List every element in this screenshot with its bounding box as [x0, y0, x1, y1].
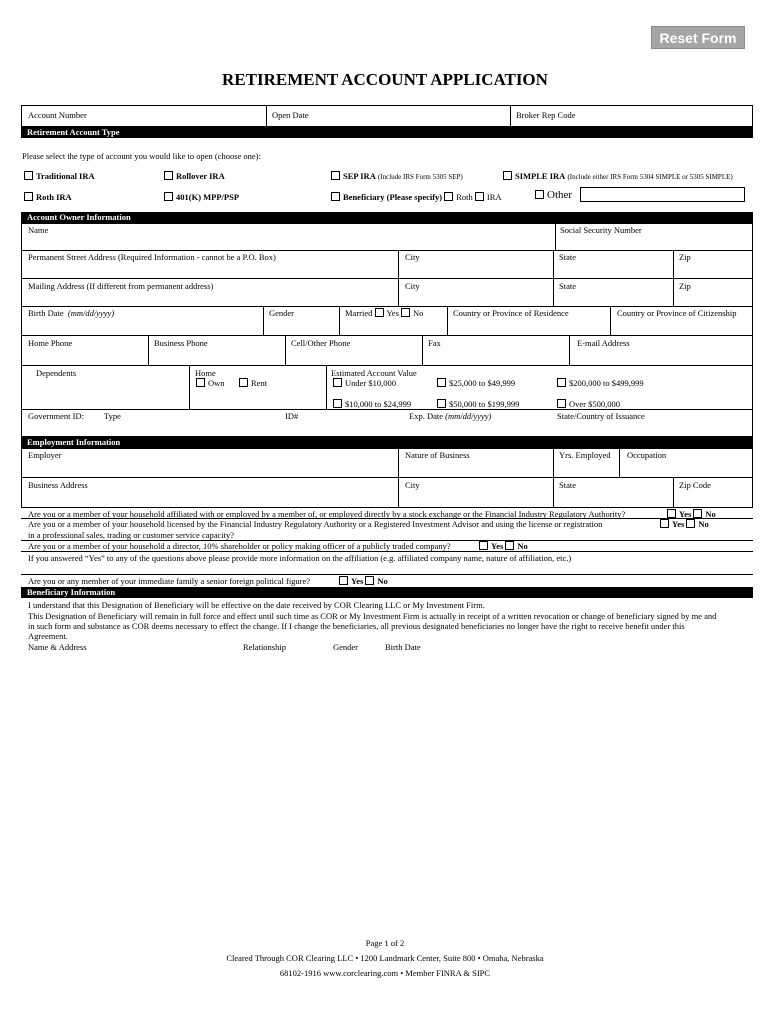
reset-form-button[interactable]: Reset Form: [651, 26, 745, 49]
beneficiary-para-2b: in such form and substance as COR deems necessary to effect the change. If I change the beneficiaries, all previous designated beneficiaries no longer have the right to receive benefit under this: [28, 621, 685, 631]
beneficiary-relationship-label: Relationship: [243, 642, 286, 652]
roth-ira-checkbox[interactable]: [24, 192, 33, 201]
q2-answers: Yes No: [660, 519, 709, 529]
footer-line-1: Cleared Through COR Clearing LLC • 1200 Landmark Center, Suite 800 • Omaha, Nebraska: [226, 953, 544, 963]
other-checkbox[interactable]: [535, 190, 544, 199]
retirement-type-header: Retirement Account Type: [21, 127, 753, 138]
broker-rep-label: Broker Rep Code: [516, 110, 576, 120]
q1-answers: Yes No: [667, 509, 716, 519]
rollover-ira-checkbox[interactable]: [164, 171, 173, 180]
est-value-label: Estimated Account Value: [331, 368, 417, 378]
beneficiary-para-2c: Agreement.: [28, 631, 68, 641]
simple-ira-checkbox[interactable]: [503, 171, 512, 180]
sep-ira-option[interactable]: SEP IRA (Include IRS Form 5305 SEP): [331, 171, 463, 181]
gender-label: Gender: [269, 308, 295, 318]
page-title: RETIREMENT ACCOUNT APPLICATION: [222, 70, 548, 89]
open-date-label: Open Date: [272, 110, 309, 120]
value-under-10k-checkbox[interactable]: [333, 378, 342, 387]
q3-answers: Yes No: [479, 541, 528, 551]
simple-ira-option[interactable]: SIMPLE IRA (Include either IRS Form 5304 SIMPLE or 5305 SIMPLE): [503, 171, 733, 181]
id-type-label: Type: [104, 411, 121, 421]
business-phone-label: Business Phone: [154, 338, 208, 348]
issuance-label: State/Country of Issuance: [557, 411, 645, 421]
q1-yes-checkbox[interactable]: [667, 509, 676, 518]
business-city-label: City: [405, 480, 420, 490]
gov-id-label: Government ID:: [28, 411, 84, 421]
q2-no-checkbox[interactable]: [686, 519, 695, 528]
employer-label: Employer: [28, 450, 62, 460]
beneficiary-name-address-label: Name & Address: [28, 642, 87, 652]
home-label: Home: [195, 368, 216, 378]
occupation-label: Occupation: [627, 450, 667, 460]
mailing-address-label: Mailing Address (If different from permanent address): [28, 281, 214, 291]
perm-address-label: Permanent Street Address (Required Information - cannot be a P.O. Box): [28, 252, 276, 262]
value-10k-25k-checkbox[interactable]: [333, 399, 342, 408]
question-licensed-b: in a professional sales, trading or customer service capacity?: [28, 530, 235, 540]
residence-label: Country or Province of Residence: [453, 308, 569, 318]
beneficiary-gender-label: Gender: [333, 642, 359, 652]
question-affiliation-details: If you answered “Yes” to any of the questions above please provide more information on the affiliation (e.g. affiliated company name, nature of affiliation, etc.): [28, 553, 572, 563]
value-50k-200k[interactable]: $50,000 to $199,999: [437, 399, 519, 409]
other-option[interactable]: Other: [535, 189, 572, 201]
question-finra-affiliation: Are you or a member of your household affiliated with or employed by a member of, or employed directly by a stock exchange or the Financial Industry Regulatory Authority?: [28, 509, 626, 519]
q3-yes-checkbox[interactable]: [479, 541, 488, 550]
own-checkbox[interactable]: [196, 378, 205, 387]
account-number-label: Account Number: [28, 110, 87, 120]
rent-checkbox[interactable]: [239, 378, 248, 387]
traditional-ira-checkbox[interactable]: [24, 171, 33, 180]
question-licensed-a: Are you or a member of your household licensed by the Financial Industry Regulatory Authority or a Registered Investment Advisor and using the license or registration: [28, 519, 603, 529]
value-200k-500k[interactable]: $200,000 to $499,999: [557, 378, 644, 388]
value-10k-25k[interactable]: $10,000 to $24,999: [333, 399, 411, 409]
owner-info-header: Account Owner Information: [21, 212, 753, 223]
footer-line-2: 68102-1916 www.corclearing.com • Member FINRA & SIPC: [279, 968, 491, 978]
q5-yes-checkbox[interactable]: [339, 576, 348, 585]
401k-checkbox[interactable]: [164, 192, 173, 201]
value-25k-50k-checkbox[interactable]: [437, 378, 446, 387]
beneficiary-ira-checkbox[interactable]: [475, 192, 484, 201]
business-address-label: Business Address: [28, 480, 88, 490]
value-200k-500k-checkbox[interactable]: [557, 378, 566, 387]
other-input[interactable]: [580, 187, 745, 202]
married-field: Married Yes No: [345, 308, 424, 318]
cell-phone-label: Cell/Other Phone: [291, 338, 351, 348]
beneficiary-option[interactable]: Beneficiary (Please specify) Roth IRA: [331, 192, 502, 202]
value-50k-200k-checkbox[interactable]: [437, 399, 446, 408]
employment-header: Employment Information: [21, 437, 753, 448]
city-label: City: [405, 252, 420, 262]
married-yes-checkbox[interactable]: [375, 308, 384, 317]
citizenship-label: Country or Province of Citizenship: [617, 308, 737, 318]
married-no-checkbox[interactable]: [401, 308, 410, 317]
value-under-10k[interactable]: Under $10,000: [333, 378, 396, 388]
q5-no-checkbox[interactable]: [365, 576, 374, 585]
value-over-500k[interactable]: Over $500,000: [557, 399, 620, 409]
beneficiary-roth-checkbox[interactable]: [444, 192, 453, 201]
q1-no-checkbox[interactable]: [693, 509, 702, 518]
home-rent-option[interactable]: Rent: [239, 378, 267, 388]
beneficiary-para-2a: This Designation of Beneficiary will remain in full force and effect until such time as COR or My Investment Firm is actually in receipt of a written revocation or change of beneficiary signed by me and: [28, 611, 717, 621]
q5-answers: Yes No: [339, 576, 388, 586]
value-over-500k-checkbox[interactable]: [557, 399, 566, 408]
home-phone-label: Home Phone: [28, 338, 73, 348]
business-state-label: State: [559, 480, 576, 490]
top-info-row: [21, 105, 753, 127]
id-number-label: ID#: [285, 411, 299, 421]
account-type-prompt: Please select the type of account you would like to open (choose one):: [22, 151, 261, 161]
question-political-figure: Are you or any member of your immediate family a senior foreign political figure?: [28, 576, 311, 586]
yrs-employed-label: Yrs. Employed: [559, 450, 611, 460]
fax-label: Fax: [428, 338, 441, 348]
nature-business-label: Nature of Business: [405, 450, 470, 460]
name-label: Name: [28, 225, 49, 235]
mailing-state-label: State: [559, 281, 576, 291]
traditional-ira-option[interactable]: Traditional IRA: [24, 171, 95, 181]
exp-date-label: Exp. Date (mm/dd/yyyy): [409, 411, 492, 421]
rollover-ira-option[interactable]: Rollover IRA: [164, 171, 225, 181]
home-own-option[interactable]: Own: [196, 378, 225, 388]
birth-date-label: Birth Date (mm/dd/yyyy): [28, 308, 115, 318]
401k-option[interactable]: 401(K) MPP/PSP: [164, 192, 239, 202]
value-25k-50k[interactable]: $25,000 to $49,999: [437, 378, 515, 388]
q3-no-checkbox[interactable]: [505, 541, 514, 550]
beneficiary-header: Beneficiary Information: [21, 587, 753, 598]
email-label: E-mail Address: [577, 338, 630, 348]
sep-ira-checkbox[interactable]: [331, 171, 340, 180]
state-label: State: [559, 252, 576, 262]
roth-ira-option[interactable]: Roth IRA: [24, 192, 72, 202]
beneficiary-birth-label: Birth Date: [385, 642, 421, 652]
beneficiary-checkbox[interactable]: [331, 192, 340, 201]
beneficiary-para-1: I understand that this Designation of Beneficiary will be effective on the date received by COR Clearing LLC or My Investment Firm.: [28, 600, 485, 610]
page-number: Page 1 of 2: [365, 938, 405, 948]
mailing-zip-label: Zip: [679, 281, 691, 291]
zip-label: Zip: [679, 252, 691, 262]
q2-yes-checkbox[interactable]: [660, 519, 669, 528]
mailing-city-label: City: [405, 281, 420, 291]
question-director: Are you or a member of your household a director, 10% shareholder or policy making officer of a publicly traded company?: [28, 541, 451, 551]
business-zip-label: Zip Code: [679, 480, 711, 490]
dependents-label: Dependents: [36, 368, 77, 378]
ssn-label: Social Security Number: [560, 225, 642, 235]
